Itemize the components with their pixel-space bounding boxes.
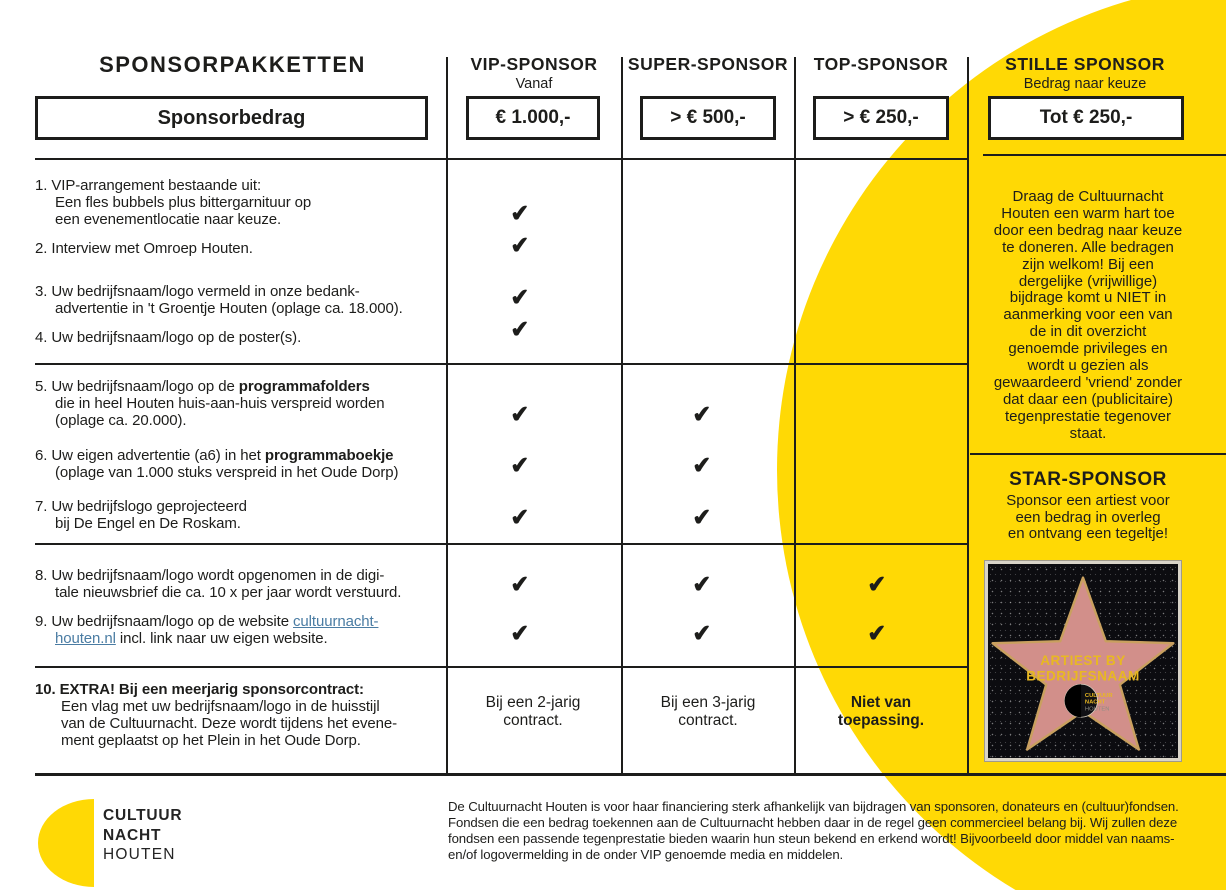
text-line: Niet van [850,694,912,711]
check-icon: ✔ [509,503,531,531]
text-line: een bedrag in overleg [1015,508,1161,526]
right-column-divider [970,453,1226,455]
star-tile-photo [985,561,1181,761]
price-box-top: > € 250,- [813,96,949,140]
check-icon: ✔ [509,199,531,227]
tile-emblem-houten: HOUTEN [1084,706,1110,713]
check-icon: ✔ [509,400,531,428]
check-icon: ✔ [509,619,531,647]
text-line: Bij een 2-jarig [485,694,581,711]
footer-note [448,799,1179,863]
star-sponsor-description [975,493,1201,543]
text-line: door een bedrag naar keuze [993,221,1183,239]
benefit-item-7: 7. Uw bedrijfslogo geprojecteerd bij De Engel en De Roskam. [35,498,247,532]
column-header-super: SUPER-SPONSOR [627,54,789,74]
column-header-vip: VIP-SPONSOR [470,54,598,74]
price-box-vip: € 1.000,- [466,96,600,140]
check-icon: ✔ [509,231,531,259]
price-box-super: > € 500,- [640,96,776,140]
table-divider [35,543,967,545]
text-line: Bij een 3-jarig [660,694,756,711]
benefit-item-6: 6. Uw eigen advertentie (a6) in het programmaboekje (oplage van 1.000 stuks verspreid in het Oude Dorp) [35,447,399,481]
text-line: staat. [1069,424,1107,442]
text-line: fondsen een passende tegenprestatie bieden waarin hun steun bekend en erkend wordt! Bijvoorbeeld door middel van naams- [448,830,1175,846]
star-sponsor-heading: STAR-SPONSOR [1009,469,1167,490]
benefit-item-2: 2. Interview met Omroep Houten. [35,240,253,257]
table-divider [35,363,967,365]
text-line: dat daar een (publicitaire) [1002,390,1174,408]
tile-artist-label: ARTIEST BY [1040,652,1126,668]
table-divider [35,666,967,668]
text-line: dergelijke (vrijwillige) [1018,272,1158,290]
text-line: gewaardeerd 'vriend' zonder [993,373,1183,391]
website-link[interactable]: cultuurnacht- [293,613,379,630]
check-icon: ✔ [691,451,713,479]
text-line: zijn welkom! Bij een [1022,255,1154,273]
tile-company-label: BEDRIJFSNAAM [1026,668,1140,684]
table-bottom-border [35,773,1226,776]
benefit-item-9: 9. Uw bedrijfsnaam/logo op de website cultuurnacht- houten.nl incl. link naar uw eigen website. [35,613,379,647]
benefit-item-5: 5. Uw bedrijfsnaam/logo op de programmafolders die in heel Houten huis-aan-huis verspreid worden (oplage ca. 20.000). [35,378,385,429]
text-line: bijdrage komt u NIET in [1009,289,1167,307]
amount-label-box: Sponsorbedrag [35,96,428,140]
check-icon: ✔ [866,570,888,598]
cultuurnacht-logo-text: CULTUUR NACHT HOUTEN [103,807,183,863]
column-header-top: TOP-SPONSOR [813,54,949,74]
tile-emblem-cultuur: CULTUUR [1084,692,1113,699]
check-icon: ✔ [509,570,531,598]
check-icon: ✔ [866,619,888,647]
cultuurnacht-logo-icon [38,799,94,887]
text-line: tegenprestatie tegenover [1005,407,1171,425]
benefit-item-1: 1. VIP-arrangement bestaande uit: Een fles bubbels plus bittergarnituur op een evenementlocatie naar keuze. [35,177,312,228]
text-line: Sponsor een artiest voor [1006,492,1170,509]
text-line: toepassing. [837,712,925,729]
text-line: te doneren. Alle bedragen [1002,238,1174,256]
walk-of-fame-star [988,564,1178,758]
check-icon: ✔ [509,283,531,311]
benefit-item-10: 10. EXTRA! Bij een meerjarig sponsorcontract: Een vlag met uw bedrijfsnaam/logo in de huisstijl van de Cultuurnacht. Deze wordt tijdens het evene- ment geplaatst op het Plein in het Oude Dorp. [35,681,398,749]
check-icon: ✔ [691,619,713,647]
text-line: Draag de Cultuurnacht [1012,188,1164,205]
check-icon: ✔ [509,451,531,479]
page-title: SPONSORPAKKETTEN [99,52,366,77]
check-icon: ✔ [509,315,531,343]
table-divider [967,57,969,774]
text-line: genoemde privileges en [1008,340,1168,358]
price-box-stille: Tot € 250,- [988,96,1184,140]
text-line: contract. [503,712,563,729]
text-line: Fondsen die een bedrag toekennen aan de Cultuurnacht hebben daar in de regel geen commercieel belang bij. Wij zullen deze [448,814,1178,830]
text-line: de in dit overzicht [1029,323,1147,341]
contract-cell-vip [451,694,615,730]
check-icon: ✔ [691,503,713,531]
text-line: en ontvang een tegeltje! [1007,525,1169,542]
text-line: De Cultuurnacht Houten is voor haar financiering sterk afhankelijk van bijdragen van sponsoren, donateurs en (cultuur)fondsen. [448,799,1179,814]
check-icon: ✔ [691,400,713,428]
text-line: wordt u gezien als [1027,357,1149,375]
website-link[interactable]: houten.nl [55,630,116,647]
contract-cell-top [799,694,963,730]
contract-cell-super [626,694,790,730]
column-subtitle-stille: Bedrag naar keuze [1023,76,1147,92]
stille-sponsor-description [975,189,1201,443]
text-line: aanmerking voor een van [1003,306,1173,324]
benefit-item-3: 3. Uw bedrijfsnaam/logo vermeld in onze bedank- advertentie in 't Groentje Houten (oplage ca. 18.000). [35,283,403,317]
text-line: en/of logovermelding in de onder VIP genoemde media en middelen. [448,846,844,862]
check-icon: ✔ [691,570,713,598]
text-line: contract. [678,712,738,729]
benefit-item-4: 4. Uw bedrijfsnaam/logo op de poster(s). [35,329,302,346]
column-subtitle-vip: Vanaf [515,76,553,92]
column-header-stille: STILLE SPONSOR [1005,54,1165,74]
text-line: Houten een warm hart toe [1001,204,1175,222]
tile-emblem-nacht: NACHT [1084,699,1106,706]
benefit-item-8: 8. Uw bedrijfsnaam/logo wordt opgenomen in de digi- tale nieuwsbrief die ca. 10 x per jaar wordt verstuurd. [35,567,402,601]
right-column-divider [983,154,1226,156]
table-divider [35,158,967,160]
